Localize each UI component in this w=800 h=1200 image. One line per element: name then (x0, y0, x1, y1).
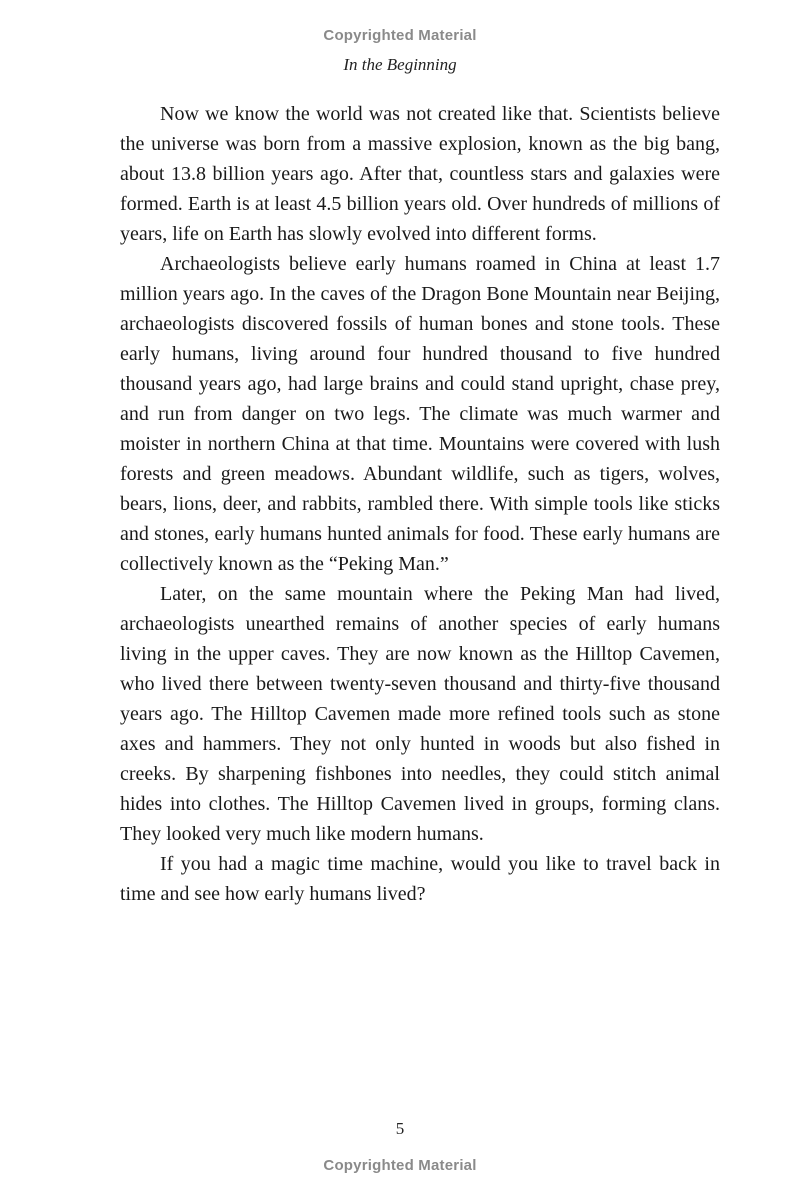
paragraph-4: If you had a magic time machine, would you like to travel back in time and see how early humans lived? (120, 853, 720, 905)
paragraph-2: Archaeologists believe early humans roamed in China at least 1.7 million years ago. In the caves of the Dragon Bone Mountain near Beijing, archaeologists discovered fossils of human bones and stone tools. These early humans, living around four hundred thousand to five hundred thousand years ago, had large brains and could stand upright, chase prey, and run from danger on two legs. The climate was much warmer and moister in northern China at that time. Mountains were covered with lush forests and green meadows. Abundant wildlife, such as tigers, wolves, bears, lions, deer, and rabbits, rambled there. With simple tools like sticks and stones, early humans hunted animals for food. These early humans are collectively known as the “Peking Man.” (120, 253, 720, 575)
running-head: In the Beginning (343, 55, 457, 74)
body-text (120, 99, 720, 909)
paragraph-1: Now we know the world was not created like that. Scientists believe the universe was born from a massive explosion, known as the big bang, about 13.8 billion years ago. After that, countless stars and galaxies were formed. Earth is at least 4.5 billion years old. Over hundreds of millions of years, life on Earth has slowly evolved into different forms. (120, 103, 720, 245)
copyright-watermark-bottom: Copyrighted Material (323, 1157, 477, 1174)
paragraph-3: Later, on the same mountain where the Peking Man had lived, archaeologists unearthed remains of another species of early humans living in the upper caves. They are now known as the Hilltop Cavemen, who lived there between twenty-seven thousand and thirty-five thousand years ago. The Hilltop Cavemen made more refined tools such as stone axes and hammers. They not only hunted in woods but also fished in creeks. By sharpening fishbones into needles, they could stitch animal hides into clothes. The Hilltop Cavemen lived in groups, forming clans. They looked very much like modern humans. (120, 583, 720, 845)
page-number: 5 (395, 1119, 405, 1138)
copyright-watermark-top: Copyrighted Material (323, 27, 477, 44)
